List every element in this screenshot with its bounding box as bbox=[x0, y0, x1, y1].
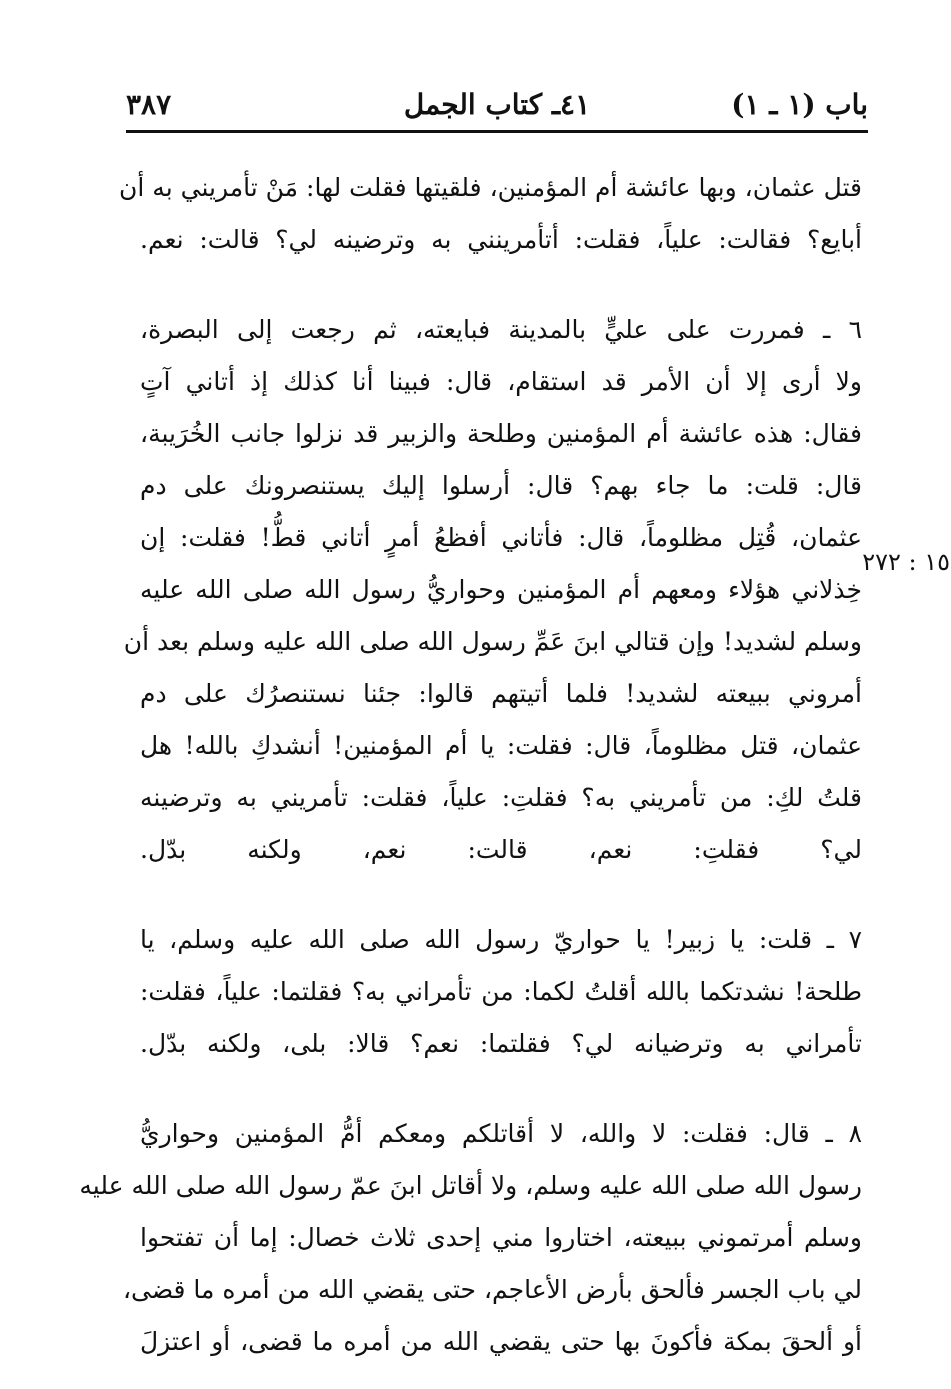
text-line: ولا أرى إلا أن الأمر قد استقام، قال: فبينا أنا كذلك إذ أتاني آتٍ bbox=[140, 367, 863, 396]
text-line: عثمان، قُتِل مظلوماً، قال: فأتاني أفظعُ أمرٍ أتاني قطُّ! فقلت: إن bbox=[140, 523, 862, 552]
text-line: ٧ ـ قلت: يا زبير! يا حواريّ رسول الله صلى الله عليه وسلم، يا bbox=[140, 925, 862, 954]
text-line: عثمان، قتل مظلوماً، قال: فقلت: يا أم المؤمنين! أنشدكِ بالله! هل bbox=[140, 731, 862, 760]
text-line: ٦ ـ فمررت على عليٍّ بالمدينة فبايعته، ثم رجعت إلى البصرة، bbox=[140, 315, 862, 344]
text-line: تأمراني به وترضيانه لي؟ فقلتما: نعم؟ قالا: بلى، ولكنه بدّل. bbox=[140, 1029, 862, 1058]
text-line: وسلم لشديد! وإن قتالي ابنَ عَمِّ رسول الله صلى الله عليه وسلم بعد أن bbox=[123, 627, 862, 656]
text-line: لي باب الجسر فألحق بأرض الأعاجم، حتى يقضي الله من أمره ما قضى، bbox=[122, 1275, 862, 1304]
page-number: ٣٨٧ bbox=[126, 88, 172, 121]
header-rule bbox=[126, 130, 868, 133]
paragraph bbox=[119, 162, 862, 266]
text-line: أمروني ببيعته لشديد! فلما أتيتهم قالوا: جئنا نستنصرُك على دم bbox=[140, 679, 862, 708]
text-line: رسول الله صلى الله عليه وسلم، ولا أقاتل ابنَ عمّ رسول الله صلى الله عليه bbox=[79, 1171, 862, 1200]
margin-reference: ١٥ : ٢٧٢ bbox=[862, 548, 950, 576]
book-title: ٤١ـ كتاب الجمل bbox=[403, 88, 591, 121]
paragraph bbox=[79, 1108, 862, 1368]
paragraph bbox=[140, 914, 862, 1070]
text-line: قلتُ لكِ: من تأمريني به؟ فقلتِ: علياً، فقلت: تأمريني به وترضينه bbox=[140, 783, 862, 812]
text-line: قال: قلت: ما جاء بهم؟ قال: أرسلوا إليك يستنصرونك على دم bbox=[140, 471, 862, 500]
text-line: ٨ ـ قال: فقلت: لا والله، لا أقاتلكم ومعكم أمُّ المؤمنين وحواريُّ bbox=[140, 1119, 862, 1148]
paragraph bbox=[123, 304, 863, 876]
text-line: لي؟ فقلتِ: نعم، قالت: نعم، ولكنه بدّل. bbox=[140, 835, 862, 864]
text-line: قتل عثمان، وبها عائشة أم المؤمنين، فلقيتها فقلت لها: مَنْ تأمريني به أن bbox=[119, 173, 862, 202]
text-line: خِذلاني هؤلاء ومعهم أم المؤمنين وحواريُّ رسول الله صلى الله عليه bbox=[140, 575, 862, 604]
text-line: طلحة! نشدتكما بالله أقلتُ لكما: من تأمراني به؟ فقلتما: علياً، فقلت: bbox=[140, 977, 862, 1006]
body-text bbox=[79, 162, 863, 1368]
text-line: أبايع؟ فقالت: علياً، فقلت: أتأمرينني به وترضينه لي؟ قالت: نعم. bbox=[140, 225, 862, 254]
text-line: أو ألحقَ بمكة فأكونَ بها حتى يقضي الله من أمره ما قضى، أو اعتزلَ bbox=[140, 1327, 862, 1356]
running-header bbox=[126, 84, 868, 132]
text-line: وسلم أمرتموني ببيعته، اختاروا مني إحدى ثلاث خصال: إما أن تفتحوا bbox=[140, 1223, 862, 1252]
chapter-reference: باب (١ ـ ١) bbox=[731, 88, 868, 121]
text-line: فقال: هذه عائشة أم المؤمنين وطلحة والزبير قد نزلوا جانب الخُرَيبة، bbox=[140, 419, 862, 448]
